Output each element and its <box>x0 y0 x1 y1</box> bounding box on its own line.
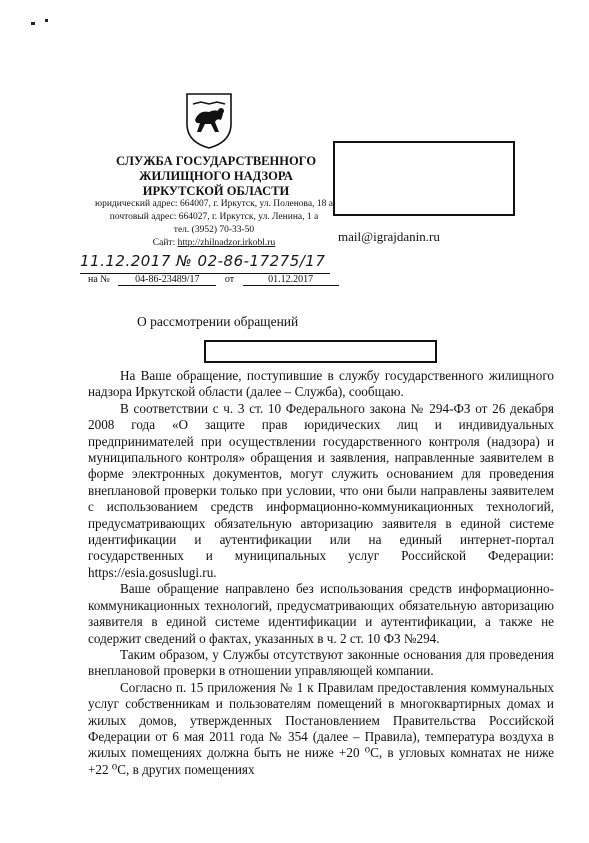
organization-name <box>95 154 337 199</box>
legal-address: юридический адрес: 664007, г. Иркутск, ул. Поленова, 18 а <box>95 199 333 209</box>
phone: тел. (3952) 70-33-50 <box>173 225 255 235</box>
site-label: Сайт: <box>152 238 176 248</box>
letter-body <box>88 368 554 778</box>
paragraph-2: В соответствии с ч. 3 ст. 10 Федерального закона № 294-ФЗ от 26 декабря 2008 года «О защите прав юридических лиц и индивидуальных предпринимателей при осуществлении государственного контроля (надзора) и муниципального контроля» обращения и заявления, направленные заявителем в форме электронных документов, могут служить основанием для проведения внеплановой проверки только при условии, что они были направлены заявителем с использованием средств информационно-коммуникационных технологий, предусматривающих обязательную авторизацию заявителя в единой системе идентификации и аутентификации или на единый интернет-портал государственных и муниципальных услуг Российской Федерации: https://esia.gosuslugi.ru. <box>88 400 554 580</box>
org-line-3: ИРКУТСКОЙ ОБЛАСТИ <box>142 184 290 198</box>
scan-speck <box>31 22 35 25</box>
ot-label: от <box>224 274 235 285</box>
addressee-redaction-box <box>204 340 437 363</box>
paragraph-1: На Ваше обращение, поступившие в службу государственного жилищного надзора Иркутской области (далее – Служба), сообщаю. <box>88 368 554 400</box>
paragraph-4: Таким образом, у Службы отсутствуют законные основания для проведения внеплановой проверки в отношении управляющей компании. <box>88 646 554 679</box>
coat-of-arms-emblem <box>183 90 235 150</box>
address-block <box>89 198 339 250</box>
org-line-1: СЛУЖБА ГОСУДАРСТВЕННОГО <box>115 154 317 168</box>
org-line-2: ЖИЛИЩНОГО НАДЗОРА <box>139 169 293 183</box>
recipient-email: mail@igrajdanin.ru <box>338 229 440 244</box>
recipient-redaction-box <box>333 141 515 216</box>
letter-subject: О рассмотрении обращений <box>137 314 299 329</box>
reference-number: 04-86-23489/17 <box>118 274 216 286</box>
reference-line <box>88 274 339 286</box>
handwritten-registration: 11.12.2017 № 02-86-17275/17 <box>80 252 326 270</box>
paragraph-5: Согласно п. 15 приложения № 1 к Правилам предоставления коммунальных услуг собственникам и пользователям помещений в многоквартирных домах и жилых домов, утвержденных Постановлением Правительства Российской Федерации от 6 мая 2011 года № 354 (далее – Правила), температура воздуха в жилых помещениях должна быть не ниже +20 ⁰С, в угловых комнатах не ниже +22 ⁰С, в других помещениях <box>88 679 554 777</box>
na-label: на № <box>88 274 110 285</box>
scan-speck <box>45 19 48 22</box>
postal-address: почтовый адрес: 664027, г. Иркутск, ул. Ленина, 1 а <box>109 212 319 222</box>
paragraph-3: Ваше обращение направлено без использования средств информационно-коммуникационных технологий, предусматривающих обязательную авторизацию заявителя в единой системе идентификации и аутентификации, а также не содержит сведений о фактах, указанных в ч. 2 ст. 10 ФЗ №294. <box>88 581 554 646</box>
site-link[interactable]: http://zhilnadzor.irkobl.ru <box>177 238 276 248</box>
reference-date: 01.12.2017 <box>243 274 339 286</box>
website <box>89 237 339 250</box>
